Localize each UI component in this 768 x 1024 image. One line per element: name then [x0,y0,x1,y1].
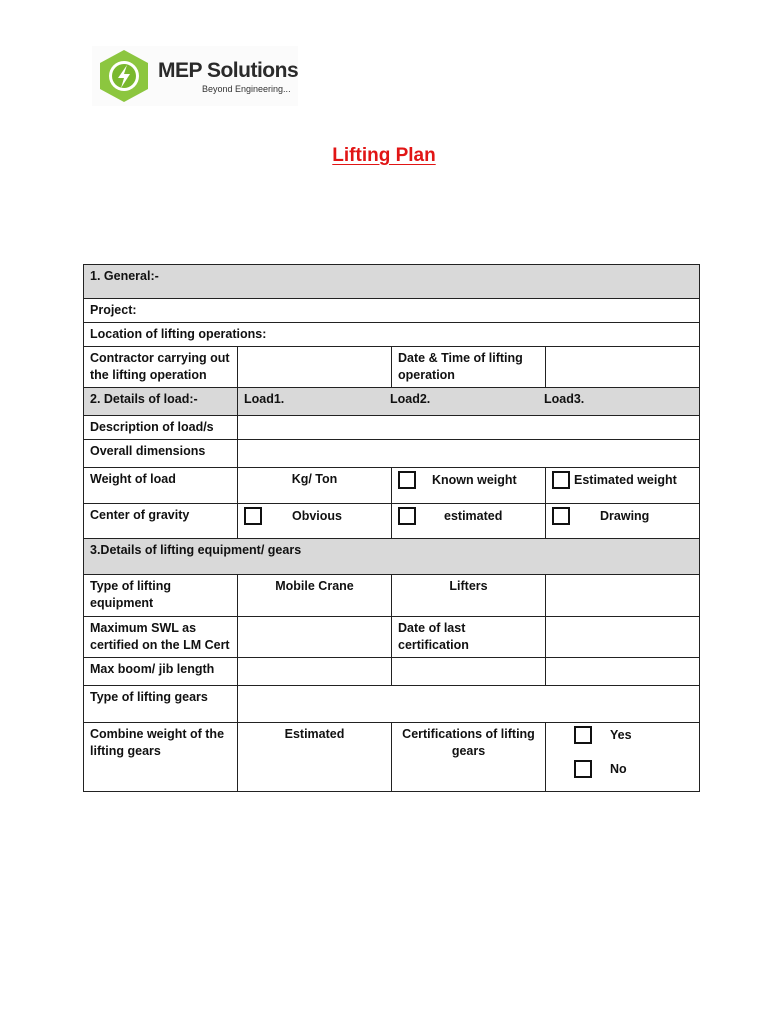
gears-cert-label: Certifications of lifting gears [392,723,546,792]
logo-brand-name: MEP Solutions [158,59,299,82]
date-time-field[interactable] [546,347,700,388]
gears-weight-label: Combine weight of the lifting gears [84,723,238,792]
boom-field-3[interactable] [546,658,700,686]
no-checkbox[interactable] [574,760,592,778]
equipment-type-label: Type of lifting equipment [84,575,238,617]
estimated-option[interactable] [392,504,546,539]
obvious-option[interactable] [238,504,392,539]
load1-header: Load1. [244,392,285,406]
location-row [84,323,700,347]
max-swl-field[interactable] [238,617,392,658]
date-time-label: Date & Time of lifting operation [392,347,546,388]
section-general-heading: 1. General:- [84,265,700,299]
description-row [84,416,700,440]
drawing-option[interactable] [546,504,700,539]
weight-label: Weight of load [84,468,238,504]
yes-option[interactable] [552,726,693,744]
contractor-row [84,347,700,388]
max-swl-row [84,617,700,658]
dimensions-row [84,440,700,468]
logo-tagline: Beyond Engineering... [202,84,291,94]
no-option[interactable] [552,760,693,778]
contractor-field[interactable] [238,347,392,388]
estimated-weight-option[interactable] [546,468,700,504]
section-equipment-row [84,539,700,575]
description-label: Description of load/s [84,416,238,440]
section-load-heading: 2. Details of load:- [84,388,238,416]
known-weight-label: Known weight [432,473,517,487]
cog-row [84,504,700,539]
boom-field-2[interactable] [392,658,546,686]
estimated-weight-label: Estimated weight [574,473,677,487]
contractor-label: Contractor carrying out the lifting operation [84,347,238,388]
load2-header: Load2. [390,392,431,406]
obvious-checkbox[interactable] [244,507,262,525]
cog-label: Center of gravity [84,504,238,539]
obvious-label: Obvious [292,509,343,523]
section-equipment-heading: 3.Details of lifting equipment/ gears [84,539,700,575]
project-label[interactable]: Project: [84,299,700,323]
page-title: Lifting Plan [332,145,436,166]
estimated-label: estimated [444,509,503,523]
company-logo [92,46,298,106]
drawing-label: Drawing [600,509,650,523]
dimensions-field[interactable] [238,440,700,468]
drawing-checkbox[interactable] [552,507,570,525]
gears-estimated-cell[interactable]: Estimated [238,723,392,792]
equipment-type-extra-field[interactable] [546,575,700,617]
last-cert-field[interactable] [546,617,700,658]
lightning-hexagon-icon [94,48,154,104]
lifting-plan-form [83,264,700,792]
known-weight-checkbox[interactable] [398,471,416,489]
gears-type-row [84,686,700,723]
gears-type-field[interactable] [238,686,700,723]
kg-ton-cell[interactable]: Kg/ Ton [238,468,392,504]
gears-type-label: Type of lifting gears [84,686,238,723]
boom-field-1[interactable] [238,658,392,686]
boom-label: Max boom/ jib length [84,658,238,686]
project-row [84,299,700,323]
dimensions-label: Overall dimensions [84,440,238,468]
max-swl-label: Maximum SWL as certified on the LM Cert [84,617,238,658]
description-field[interactable] [238,416,700,440]
no-label: No [610,762,627,776]
estimated-weight-checkbox[interactable] [552,471,570,489]
gears-cert-options [546,723,700,792]
load-headers [238,388,700,416]
section-load-row [84,388,700,416]
last-cert-label: Date of last certification [392,617,546,658]
lifters-cell[interactable]: Lifters [392,575,546,617]
known-weight-option[interactable] [392,468,546,504]
location-label[interactable]: Location of lifting operations: [84,323,700,347]
yes-checkbox[interactable] [574,726,592,744]
weight-row [84,468,700,504]
estimated-checkbox[interactable] [398,507,416,525]
load3-header: Load3. [544,392,585,406]
gears-weight-row [84,723,700,792]
yes-label: Yes [610,728,632,742]
mobile-crane-cell[interactable]: Mobile Crane [238,575,392,617]
boom-row [84,658,700,686]
section-general-row [84,265,700,299]
equipment-type-row [84,575,700,617]
